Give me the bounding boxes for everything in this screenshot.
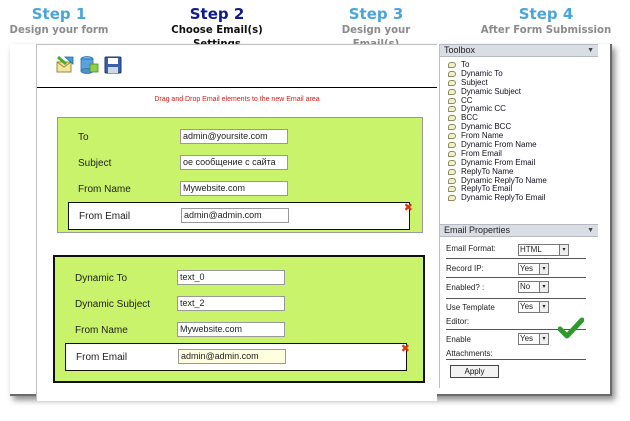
toolbox-item-label: ReplyTo Email [461, 184, 513, 194]
field-bubble-icon [448, 115, 456, 121]
email1-subject-label: Subject [78, 158, 112, 169]
toolbox-item-label: From Name [461, 131, 504, 141]
step-2-label: Choose Email(s) [171, 23, 263, 36]
field-bubble-icon [448, 71, 456, 77]
email1-subject-input[interactable]: ое сообщение с сайта [180, 155, 288, 170]
step-1-label: Design your form [9, 23, 109, 36]
field-bubble-icon [448, 186, 456, 192]
chevron-down-icon: ▾ [539, 334, 548, 344]
toolbox-item-label: Subject [461, 77, 488, 87]
toolbox-item-label: Dynamic To [461, 68, 503, 78]
field-bubble-icon [448, 124, 456, 130]
toolbox-item[interactable] [446, 194, 596, 203]
remove-icon[interactable]: ✖ [400, 342, 410, 355]
save-icon[interactable] [103, 55, 123, 75]
divider [446, 277, 586, 278]
toolbox-item-label: BCC [461, 113, 478, 123]
checkmark-icon [558, 317, 584, 343]
step-1-number: Step 1 [31, 5, 87, 23]
step-4-number: Step 4 [518, 5, 574, 23]
step-1[interactable] [0, 6, 118, 37]
toolbox-item-label: Dynamic From Email [461, 157, 536, 167]
side-panel [439, 44, 598, 388]
divider [446, 359, 586, 360]
toolbox-item-label: Dynamic Subject [461, 86, 522, 96]
canvas-toolbar [37, 45, 437, 88]
email-format-value: HTML [520, 245, 542, 254]
collapse-arrow-icon[interactable]: ▼ [587, 227, 594, 234]
email2-dynamic-subject-label: Dynamic Subject [75, 299, 151, 310]
toolbox-item-label: Dynamic BCC [461, 122, 512, 132]
toolbox-header[interactable] [440, 44, 598, 57]
toolbox-item-label: To [461, 60, 470, 69]
collapse-arrow-icon[interactable]: ▼ [587, 47, 594, 54]
toolbox-item-label: CC [461, 95, 473, 105]
email1-from-name-input[interactable]: Mywebsite.com [180, 181, 288, 196]
use-template-select[interactable] [518, 301, 549, 313]
chevron-down-icon: ▾ [539, 264, 548, 274]
apply-button[interactable]: Apply [450, 365, 499, 378]
use-template-editor-label: Editor: [446, 317, 470, 326]
email2-row-dynamic-subject[interactable] [65, 291, 407, 317]
step-4[interactable] [474, 6, 618, 37]
enable-attachments-select[interactable] [518, 333, 549, 345]
email2-from-name-label: From Name [75, 325, 128, 336]
add-email-icon[interactable] [55, 55, 75, 75]
field-bubble-icon [448, 80, 456, 86]
field-bubble-icon [448, 62, 456, 68]
email-block-2[interactable] [53, 255, 425, 383]
email1-from-email-input[interactable]: admin@admin.com [181, 208, 289, 223]
chevron-down-icon: ▾ [539, 302, 548, 312]
field-bubble-icon [448, 151, 456, 157]
email2-dynamic-subject-input[interactable]: text_2 [177, 296, 285, 311]
chevron-down-icon: ▾ [559, 245, 568, 255]
remove-icon[interactable]: ✖ [403, 201, 413, 214]
email2-from-name-input[interactable]: Mywebsite.com [177, 322, 285, 337]
enable-attachments-value: Yes [520, 334, 534, 343]
chevron-down-icon: ▾ [539, 282, 548, 292]
record-ip-select[interactable] [518, 263, 549, 275]
wizard-steps [0, 0, 630, 46]
email-database-icon[interactable] [79, 55, 99, 75]
email-block-1[interactable] [57, 117, 423, 233]
email1-to-input[interactable]: admin@yoursite.com [180, 129, 288, 144]
email-format-label: Email Format: [446, 244, 496, 253]
field-bubble-icon [448, 89, 456, 95]
drag-drop-hint: Drag and Drop Email elements to the new Email area [154, 96, 320, 103]
email1-from-name-label: From Name [78, 184, 131, 195]
email1-row-subject[interactable] [68, 150, 410, 176]
step-3-number: Step 3 [348, 5, 404, 23]
field-bubble-icon [448, 160, 456, 166]
field-bubble-icon [448, 178, 456, 184]
email1-row-from-email[interactable] [68, 201, 413, 230]
email2-row-from-name[interactable] [65, 317, 407, 343]
field-bubble-icon [448, 142, 456, 148]
field-bubble-icon [448, 133, 456, 139]
email2-row-dynamic-to[interactable] [65, 265, 407, 291]
divider [446, 298, 586, 299]
record-ip-value: Yes [520, 264, 534, 273]
toolbox-item-label: ReplyTo Name [461, 166, 514, 176]
attachments-label: Attachments: [446, 349, 493, 358]
field-bubble-icon [448, 106, 456, 112]
email2-from-email-label: From Email [76, 352, 128, 363]
use-template-value: Yes [520, 302, 534, 311]
toolbox-list [446, 61, 596, 203]
record-ip-label: Record IP: [446, 264, 484, 273]
toolbox-item-label: Dynamic From Name [461, 140, 537, 150]
enabled-select[interactable] [518, 281, 549, 293]
divider [446, 258, 586, 259]
email1-to-label: To [78, 132, 89, 143]
toolbox-title: Toolbox [444, 45, 476, 55]
email-properties-header[interactable] [440, 224, 598, 237]
toolbox-item-label: From Email [461, 148, 502, 158]
toolbox-item-label: Dynamic ReplyTo Name [461, 175, 547, 185]
step-4-label: After Form Submission [480, 23, 612, 36]
email1-row-from-name[interactable] [68, 176, 410, 202]
field-bubble-icon [448, 195, 456, 201]
email2-dynamic-to-input[interactable]: text_0 [177, 270, 285, 285]
email2-from-email-input[interactable]: admin@admin.com [178, 349, 286, 364]
enable-attachments-label: Enable [446, 335, 471, 344]
enabled-label: Enabled? : [446, 283, 485, 292]
step-2-number: Step 2 [189, 5, 245, 23]
step-3-label: Design your [341, 23, 411, 36]
email1-from-email-label: From Email [79, 211, 131, 222]
email-properties-title: Email Properties [444, 225, 511, 235]
email-canvas [36, 44, 437, 401]
email1-row-to[interactable] [68, 124, 410, 150]
email2-dynamic-to-label: Dynamic To [75, 273, 128, 284]
use-template-label: Use Template [446, 303, 495, 312]
field-bubble-icon [448, 98, 456, 104]
enabled-value: No [520, 282, 531, 291]
toolbox-item-label: Dynamic ReplyTo Email [461, 193, 546, 203]
field-bubble-icon [448, 169, 456, 175]
email-format-select[interactable] [518, 244, 569, 256]
toolbox-item-label: Dynamic CC [461, 104, 506, 114]
email2-row-from-email[interactable] [65, 342, 410, 371]
